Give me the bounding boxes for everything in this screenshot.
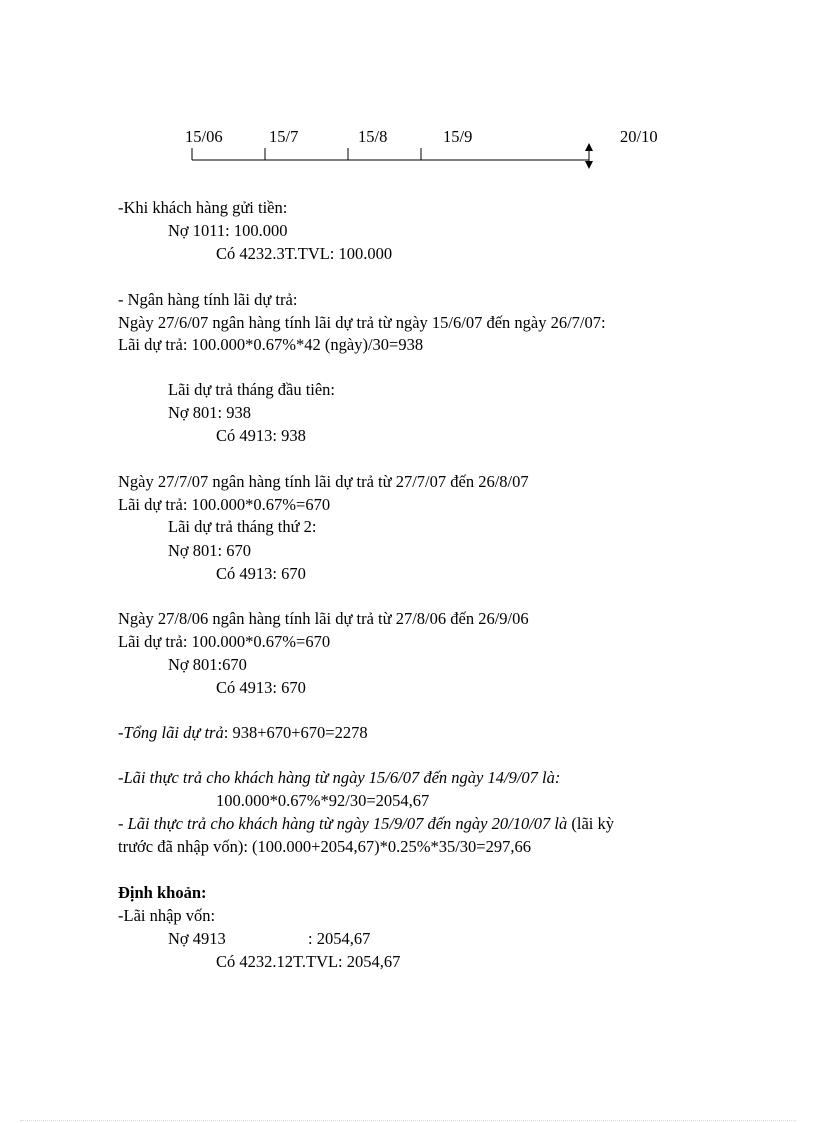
- debit-account: Nợ 4913: [168, 929, 226, 948]
- entry-credit: Có 4913: 938: [216, 426, 306, 445]
- formula-line: 100.000*0.67%*92/30=2054,67: [216, 791, 430, 810]
- text-line: Lãi dự trả tháng đầu tiên:: [168, 380, 336, 399]
- text-line: [118, 812, 614, 835]
- text-line: Ngày 27/7/07 ngân hàng tính lãi dự trả từ 27/7/07 đến 26/8/07: [118, 472, 529, 491]
- timeline-arrow-down-icon: [585, 161, 593, 169]
- timeline-label: 20/10: [620, 127, 658, 146]
- entry-credit: Có 4913: 670: [216, 564, 306, 583]
- timeline-axis: [0, 0, 816, 180]
- text-line: Ngày 27/8/06 ngân hàng tính lãi dự trả từ 27/8/06 đến 26/9/06: [118, 609, 529, 628]
- text-line: Lãi dự trả tháng thứ 2:: [168, 517, 317, 536]
- text-line: Lãi dự trả: 100.000*0.67%=670: [118, 495, 331, 514]
- text-line: -Lãi thực trả cho khách hàng từ ngày 15/6/07 đến ngày 14/9/07 là:: [118, 768, 561, 787]
- text-line: -Lãi nhập vốn:: [118, 906, 216, 925]
- text-italic: - Lãi thực trả cho khách hàng từ ngày 15/9/07 đến ngày 20/10/07 là: [118, 814, 568, 833]
- formula-line: trước đã nhập vốn): (100.000+2054,67)*0.25%*35/30=297,66: [118, 837, 531, 856]
- entry-credit: Có 4232.3T.TVL: 100.000: [216, 244, 393, 263]
- accrual-heading: - Ngân hàng tính lãi dự trả:: [118, 290, 298, 309]
- entry-credit: Có 4232.12T.TVL: 2054,67: [216, 952, 401, 971]
- text-line: Lãi dự trả: 100.000*0.67%=670: [118, 632, 331, 651]
- deposit-heading: -Khi khách hàng gửi tiền:: [118, 198, 288, 217]
- text-line: Ngày 27/6/07 ngân hàng tính lãi dự trả từ ngày 15/6/07 đến ngày 26/7/07:: [118, 313, 606, 332]
- timeline-label: 15/9: [443, 127, 473, 146]
- entry-debit: Nợ 801: 670: [168, 541, 251, 560]
- timeline-label: 15/06: [185, 127, 223, 146]
- timeline-label: 15/8: [358, 127, 388, 146]
- entry-debit: Nợ 1011: 100.000: [168, 221, 288, 240]
- section-heading: Định khoản:: [118, 883, 207, 902]
- text-normal: (lãi kỳ: [567, 814, 614, 833]
- timeline-label: 15/7: [269, 127, 299, 146]
- text-line: Lãi dự trả: 100.000*0.67%*42 (ngày)/30=938: [118, 335, 424, 354]
- entry-debit: Nợ 801:670: [168, 655, 247, 674]
- entry-debit: [168, 927, 371, 950]
- entry-credit: Có 4913: 670: [216, 678, 306, 697]
- total-accrued-label: -Tổng lãi dự trả: [118, 723, 224, 742]
- total-accrued: [118, 721, 368, 744]
- timeline-arrow-up-icon: [585, 143, 593, 151]
- total-accrued-value: : 938+670+670=2278: [223, 723, 368, 742]
- debit-amount: : 2054,67: [308, 929, 371, 948]
- page-bottom-rule: [20, 1120, 796, 1121]
- entry-debit: Nợ 801: 938: [168, 403, 251, 422]
